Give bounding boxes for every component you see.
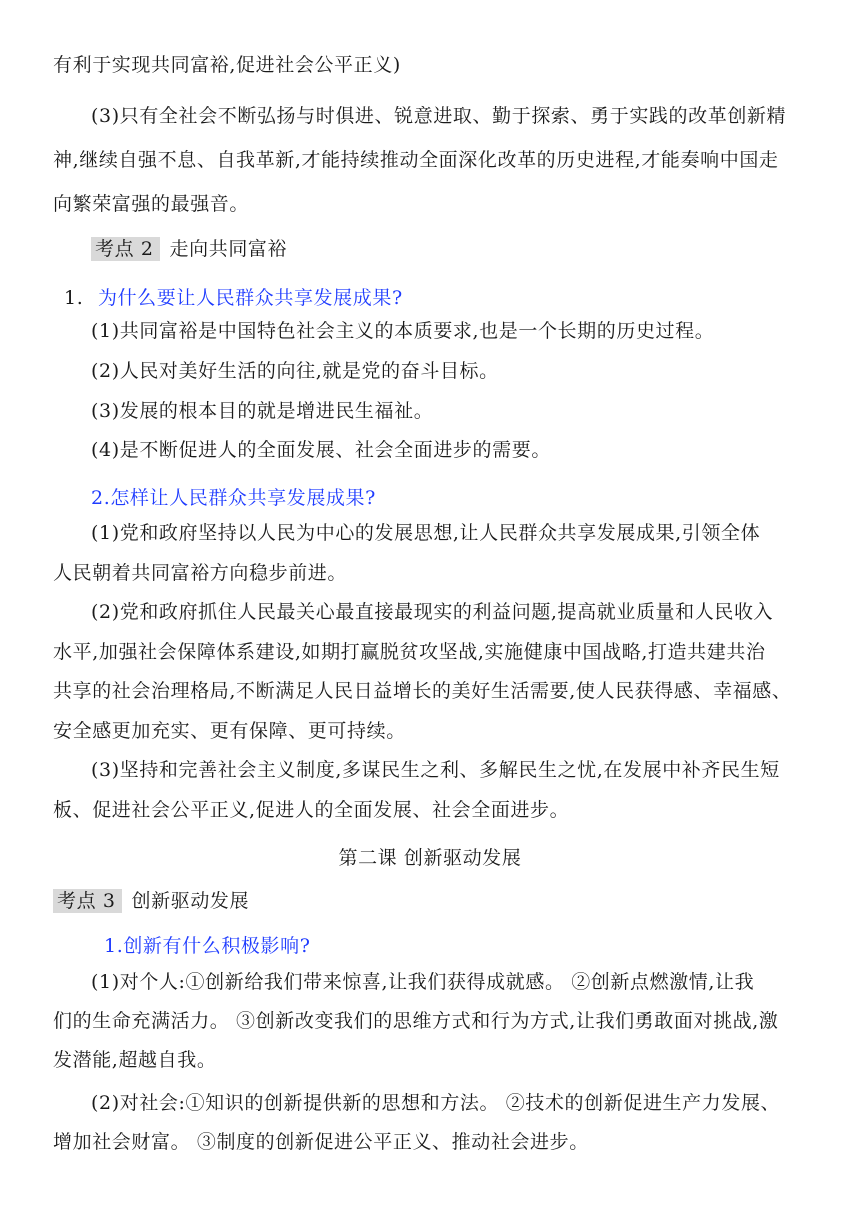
text-line: 向繁荣富强的最强音。 bbox=[53, 193, 250, 215]
text-line: 安全感更加充实、更有保障、更可持续。 bbox=[53, 720, 406, 742]
text-line: 有利于实现共同富裕,促进社会公平正义) bbox=[53, 54, 401, 76]
text-line: (1)对个人:①创新给我们带来惊喜,让我们获得成就感。 ②创新点燃激情,让我 bbox=[91, 971, 755, 993]
section-title: 创新驱动发展 bbox=[131, 890, 250, 912]
question-1 bbox=[64, 283, 403, 313]
text-line: 人民朝着共同富裕方向稳步前进。 bbox=[53, 562, 348, 584]
section-tag: 考点 2 bbox=[91, 237, 160, 261]
question-number: 1. bbox=[64, 287, 84, 309]
question-3: 1.创新有什么积极影响? bbox=[104, 935, 311, 957]
text-line: 共享的社会治理格局,不断满足人民日益增长的美好生活需要,使人民获得感、幸福感、 bbox=[53, 680, 792, 702]
text-line: 水平,加强社会保障体系建设,如期打赢脱贫攻坚战,实施健康中国战略,打造共建共治 bbox=[53, 641, 766, 663]
text-line: (3)发展的根本目的就是增进民生福祉。 bbox=[91, 400, 434, 422]
section-heading-3 bbox=[53, 886, 249, 916]
text-line: 板、促进社会公平正义,促进人的全面发展、社会全面进步。 bbox=[53, 799, 570, 821]
text-line: 增加社会财富。 ③制度的创新促进公平正义、推动社会进步。 bbox=[53, 1131, 589, 1153]
text-line: 神,继续自强不息、自我革新,才能持续推动全面深化改革的历史进程,才能奏响中国走 bbox=[53, 149, 779, 171]
text-line: (2)党和政府抓住人民最关心最直接最现实的利益问题,提高就业质量和人民收入 bbox=[91, 601, 774, 623]
text-line: (3)只有全社会不断弘扬与时俱进、锐意进取、勤于探索、勇于实践的改革创新精 bbox=[91, 105, 787, 127]
text-line: (4)是不断促进人的全面发展、社会全面进步的需要。 bbox=[91, 439, 551, 461]
text-line: (2)对社会:①知识的创新提供新的思想和方法。 ②技术的创新促进生产力发展、 bbox=[91, 1092, 781, 1114]
text-line: (2)人民对美好生活的向往,就是党的奋斗目标。 bbox=[91, 360, 499, 382]
text-line: 们的生命充满活力。 ③创新改变我们的思维方式和行为方式,让我们勇敢面对挑战,激 bbox=[53, 1010, 779, 1032]
text-line: (3)坚持和完善社会主义制度,多谋民生之利、多解民生之忧,在发展中补齐民生短 bbox=[91, 759, 780, 781]
question-2: 2.怎样让人民群众共享发展成果? bbox=[91, 487, 376, 509]
section-heading-2 bbox=[91, 234, 287, 264]
chapter-title: 第二课 创新驱动发展 bbox=[338, 847, 522, 869]
text-line: (1)党和政府坚持以人民为中心的发展思想,让人民群众共享发展成果,引领全体 bbox=[91, 522, 761, 544]
question-text: 为什么要让人民群众共享发展成果? bbox=[97, 287, 403, 309]
text-line: (1)共同富裕是中国特色社会主义的本质要求,也是一个长期的历史过程。 bbox=[91, 320, 715, 342]
text-line: 发潜能,超越自我。 bbox=[53, 1049, 217, 1071]
section-tag: 考点 3 bbox=[53, 889, 122, 913]
section-title: 走向共同富裕 bbox=[169, 238, 288, 260]
